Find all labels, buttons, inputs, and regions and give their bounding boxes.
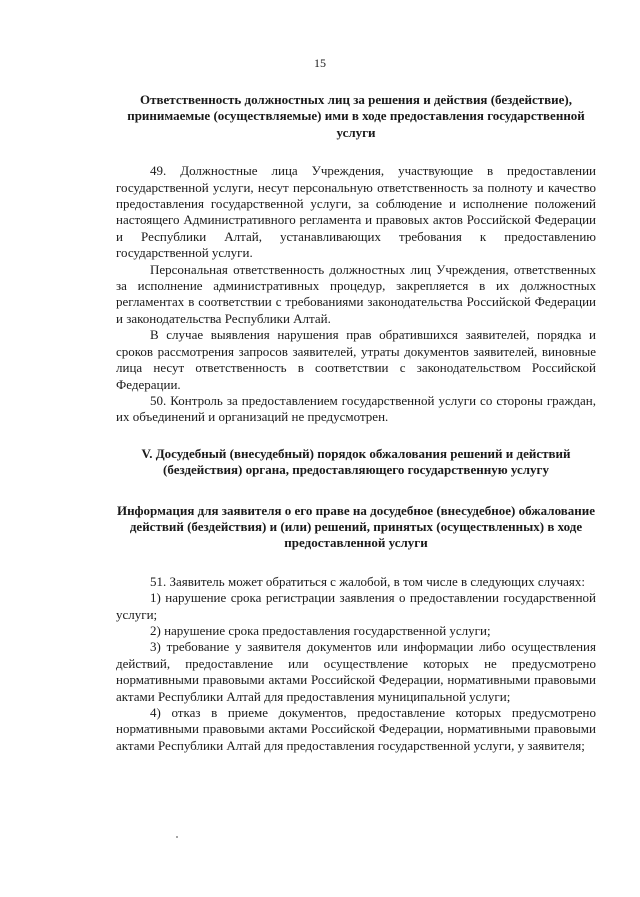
paragraph-49: 49. Должностные лица Учреждения, участвующие в предоставлении государственной услуги, несут персональную ответственность за полноту и качество предоставления государственной услуги, за соблюдение и исполнение положений настоящего Административного регламента и правовых актов Российской Федерации и Республики Алтай, устанавливающих требования к предоставлению государственной услуги. bbox=[116, 163, 596, 261]
list-item-51-4: 4) отказ в приеме документов, предоставление которых предусмотрено нормативными правовыми актами Российской Федерации, нормативными правовыми актами Республики Алтай для предоставления государственной услуги, у заявителя; bbox=[116, 705, 596, 753]
heading-appeal-info: Информация для заявителя о его праве на досудебное (внесудебное) обжалование действий (бездействия) и (или) решений, принятых (осуществленных) в ходе предоставленной услуги bbox=[116, 502, 596, 551]
list-item-51-2: 2) нарушение срока предоставления государственной услуги; bbox=[150, 622, 491, 638]
paragraph-51: 51. Заявитель может обратиться с жалобой, в том числе в следующих случаях: bbox=[150, 573, 585, 589]
page-number: 15 bbox=[314, 56, 326, 70]
heading-section-5: V. Досудебный (внесудебный) порядок обжалования решений и действий (бездействия) органа, предоставляющего государственную услугу bbox=[141, 445, 571, 478]
paragraph-50: 50. Контроль за предоставлением государственной услуги со стороны граждан, их объединений и организаций не предусмотрен. bbox=[116, 392, 596, 425]
paragraph-violation: В случае выявления нарушения прав обратившихся заявителей, порядка и сроков рассмотрения запросов заявителей, утраты документов заявителей, виновные лица несут ответственность в соответствии с законодательством Российской Федерации. bbox=[116, 327, 596, 392]
list-item-51-3: 3) требование у заявителя документов или информации либо осуществления действий, предоставление или осуществление которых не предусмотрено нормативными правовыми актами Российской Федерации, нормативными правовыми актами Республики Алтай для предоставления муниципальной услуги; bbox=[116, 639, 596, 704]
list-item-51-1: 1) нарушение срока регистрации заявления о предоставлении государственной услуги; bbox=[116, 590, 596, 622]
scan-speck bbox=[176, 836, 178, 838]
heading-responsibility: Ответственность должностных лиц за решения и действия (бездействие), принимаемые (осуществляемые) ими в ходе предоставления государственной услуги bbox=[127, 92, 585, 140]
paragraph-personal-responsibility: Персональная ответственность должностных лиц Учреждения, ответственных за исполнение административных процедур, закрепляется в их должностных регламентах в соответствии с требованиями законодательства Российской Федерации и законодательства Республики Алтай. bbox=[116, 261, 596, 326]
document-body bbox=[116, 92, 596, 754]
